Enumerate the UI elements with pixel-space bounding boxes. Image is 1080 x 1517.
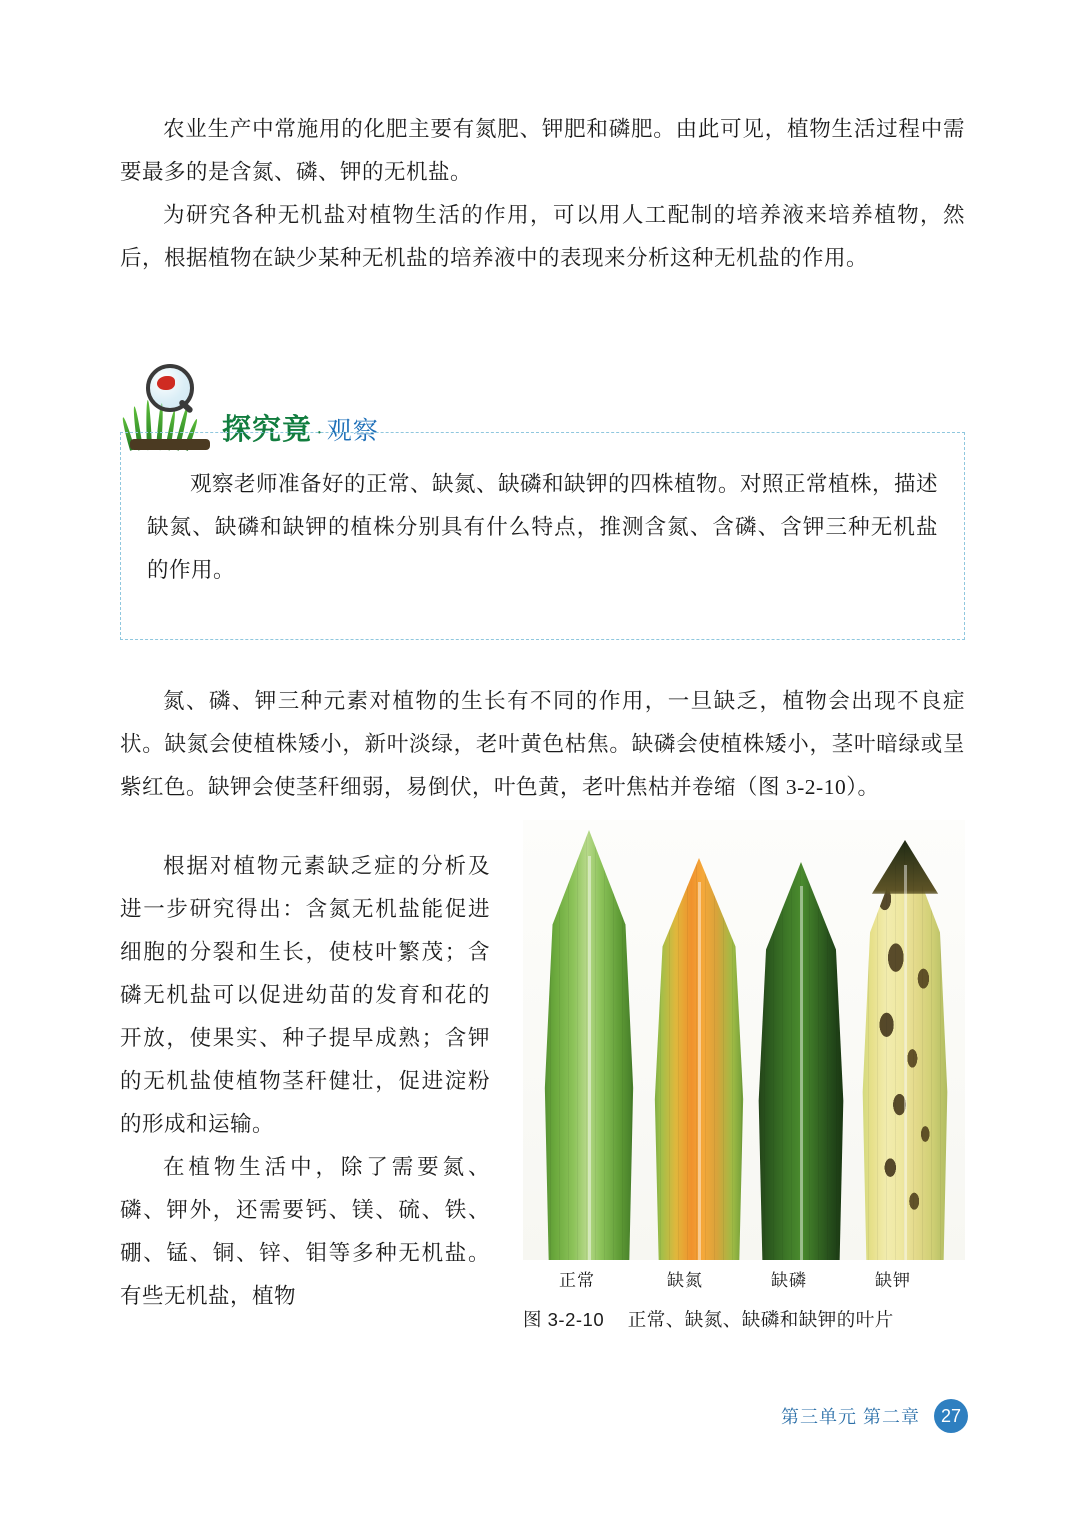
leaf-normal [541, 830, 637, 1260]
left-column-text [120, 845, 490, 1318]
activity-title-sub: 观察 [326, 417, 379, 445]
paragraph-1: 农业生产中常施用的化肥主要有氮肥、钾肥和磷肥。由此可见，植物生活过程中需要最多的是含氮、磷、钾的无机盐。 [120, 117, 965, 184]
leaf-potassium-deficient [859, 840, 951, 1260]
activity-title-main: 探究竟 [222, 414, 313, 446]
figure-caption [523, 1306, 965, 1332]
footer-unit-label: 第三单元 第二章 [780, 1407, 920, 1427]
leaf-label-phosphorus: 缺磷 [771, 1271, 807, 1290]
leaf-labels [523, 1266, 965, 1300]
page-number-badge: 27 [934, 1399, 968, 1433]
paragraph-5: 在植物生活中，除了需要氮、磷、钾外，还需要钙、镁、硫、铁、硼、锰、铜、锌、钼等多种无机盐。有些无机盐，植物 [120, 1155, 490, 1308]
leaf-label-normal: 正常 [559, 1271, 595, 1290]
leaf-photo [523, 820, 965, 1260]
figure-caption-number: 图 3-2-10 [523, 1309, 605, 1330]
paragraph-4: 根据对植物元素缺乏症的分析及进一步研究得出：含氮无机盐能促进细胞的分裂和生长，使枝叶繁茂；含磷无机盐可以促进幼苗的发育和花的开放，使果实、种子提早成熟；含钾的无机盐使植物茎秆健壮，促进淀粉的形成和运输。 [120, 854, 490, 1136]
paragraph-3: 氮、磷、钾三种元素对植物的生长有不同的作用，一旦缺乏，植物会出现不良症状。缺氮会使植株矮小，新叶淡绿，老叶黄色枯焦。缺磷会使植株矮小，茎叶暗绿或呈紫红色。缺钾会使茎秆细弱，易倒伏，叶色黄，老叶焦枯并卷缩（图 3-2-10）。 [120, 689, 965, 799]
paragraph-2: 为研究各种无机盐对植物生活的作用，可以用人工配制的培养液来培养植物，然后，根据植物在缺少某种无机盐的培养液中的表现来分析这种无机盐的作用。 [120, 203, 965, 270]
mid-text-block [120, 680, 965, 809]
magnifier-icon [146, 364, 194, 412]
page-footer [781, 1399, 968, 1433]
activity-box [120, 432, 965, 640]
leaf-label-potassium: 缺钾 [875, 1271, 911, 1290]
leaf-phosphorus-deficient [755, 862, 847, 1260]
leaf-label-nitrogen: 缺氮 [667, 1271, 703, 1290]
figure-caption-text: 正常、缺氮、缺磷和缺钾的叶片 [627, 1309, 894, 1330]
activity-title-separator: · [316, 422, 323, 444]
figure-3-2-10 [523, 820, 965, 1332]
leaf-nitrogen-deficient [651, 858, 747, 1260]
activity-text: 观察老师准备好的正常、缺氮、缺磷和缺钾的四株植物。对照正常植株，描述缺氮、缺磷和缺钾的植株分别具有什么特点，推测含氮、含磷、含钾三种无机盐的作用。 [147, 472, 939, 582]
top-text-block [120, 108, 965, 280]
